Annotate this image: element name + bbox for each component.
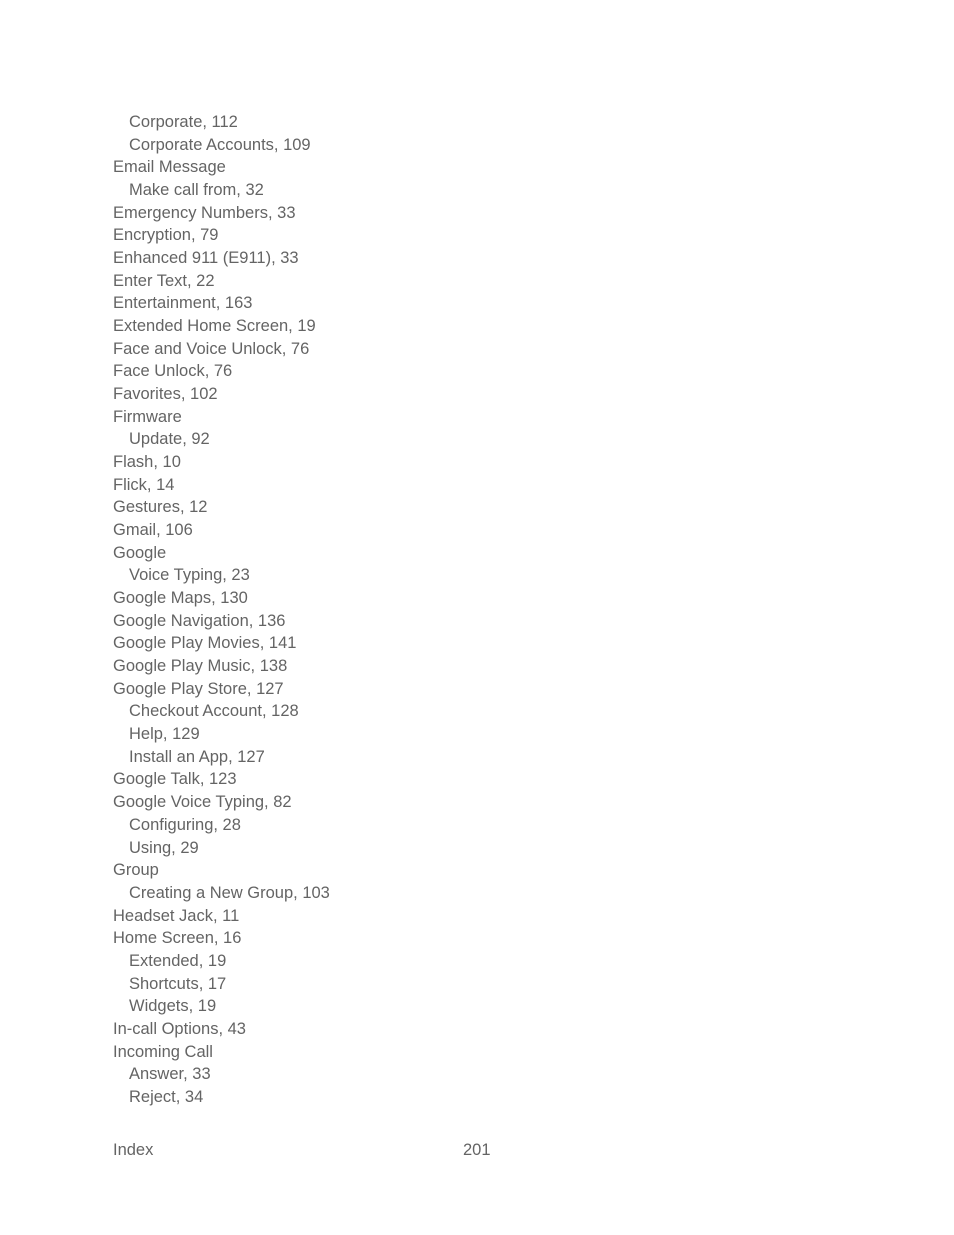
- index-entry: Google Voice Typing, 82: [113, 793, 292, 812]
- index-entry: Google Play Music, 138: [113, 657, 288, 676]
- index-entry: Google: [113, 543, 167, 562]
- index-subentry: Help, 129: [129, 725, 200, 744]
- index-subentry: Answer, 33: [129, 1065, 211, 1084]
- index-entry: Email Message: [113, 158, 226, 177]
- index-entry: Google Maps, 130: [113, 589, 248, 608]
- index-entry: Google Play Movies, 141: [113, 634, 297, 653]
- footer-section-label: Index: [113, 1141, 154, 1159]
- index-subentry: Install an App, 127: [129, 747, 265, 766]
- index-entry: Home Screen, 16: [113, 929, 242, 948]
- index-subentry: Creating a New Group, 103: [129, 883, 330, 902]
- index-entry: Flash, 10: [113, 453, 181, 472]
- index-entry: Extended Home Screen, 19: [113, 317, 316, 336]
- page-number: 201: [463, 1141, 491, 1159]
- index-subentry: Extended, 19: [129, 951, 227, 970]
- index-entry: Enhanced 911 (E911), 33: [113, 249, 299, 268]
- index-entry: Gmail, 106: [113, 521, 193, 540]
- index-entry: Favorites, 102: [113, 385, 218, 404]
- index-entry: Google Navigation, 136: [113, 611, 286, 630]
- index-entry-list: [113, 111, 330, 1109]
- index-subentry: Configuring, 28: [129, 815, 241, 834]
- index-subentry: Using, 29: [129, 838, 199, 857]
- index-subentry: Voice Typing, 23: [129, 566, 250, 585]
- index-entry: Face Unlock, 76: [113, 362, 233, 381]
- index-entry: Group: [113, 861, 159, 880]
- index-entry: Emergency Numbers, 33: [113, 203, 296, 222]
- index-entry: Entertainment, 163: [113, 294, 253, 313]
- index-subentry: Shortcuts, 17: [129, 974, 227, 993]
- index-entry: Incoming Call: [113, 1042, 213, 1061]
- index-entry: Face and Voice Unlock, 76: [113, 339, 310, 358]
- index-subentry: Make call from, 32: [129, 181, 264, 200]
- index-entry: Google Play Store, 127: [113, 679, 284, 698]
- index-subentry: Reject, 34: [129, 1087, 204, 1106]
- index-entry: In-call Options, 43: [113, 1019, 246, 1038]
- index-entry: Firmware: [113, 407, 182, 426]
- index-entry: Headset Jack, 11: [113, 906, 240, 925]
- index-entry: Enter Text, 22: [113, 271, 215, 290]
- index-subentry: Update, 92: [129, 430, 210, 449]
- index-entry: Flick, 14: [113, 475, 175, 494]
- index-subentry: Checkout Account, 128: [129, 702, 299, 721]
- index-subentry: Corporate, 112: [129, 113, 238, 131]
- index-entry: Encryption, 79: [113, 226, 219, 245]
- index-subentry: Corporate Accounts, 109: [129, 135, 311, 154]
- index-entry: Gestures, 12: [113, 498, 208, 517]
- index-entry: Google Talk, 123: [113, 770, 237, 789]
- index-subentry: Widgets, 19: [129, 997, 217, 1016]
